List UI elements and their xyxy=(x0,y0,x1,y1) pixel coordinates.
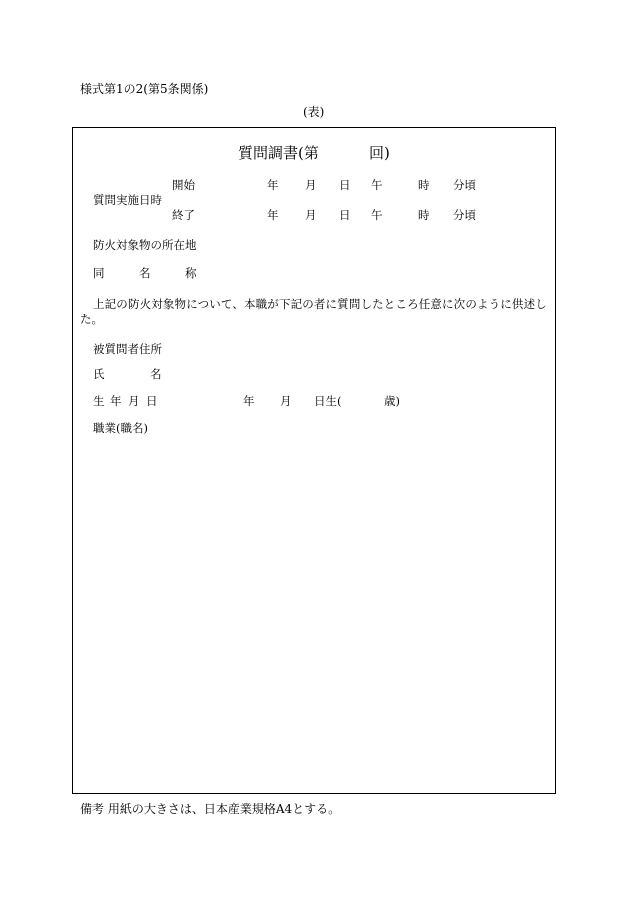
end-month-unit: 月 xyxy=(305,208,317,222)
respondent-address-label: 被質問者住所 xyxy=(93,342,162,356)
end-noon-unit: 午 xyxy=(371,208,383,222)
occupation-label: 職業(職名) xyxy=(93,421,148,435)
side-label: (表) xyxy=(303,105,325,119)
start-minute-unit: 分頃 xyxy=(453,178,476,192)
birth-char-3: 月 xyxy=(128,394,140,408)
statement-line-2: た。 xyxy=(80,312,103,326)
end-minute-unit: 分頃 xyxy=(453,208,476,222)
form-frame xyxy=(72,127,556,794)
start-month-unit: 月 xyxy=(305,178,317,192)
start-day-unit: 日 xyxy=(339,178,351,192)
end-year-unit: 年 xyxy=(267,208,279,222)
birth-char-4: 日 xyxy=(146,394,158,408)
object-name-char-2: 名 xyxy=(139,266,151,280)
birth-month-unit: 月 xyxy=(280,394,292,408)
end-label: 終了 xyxy=(172,208,195,222)
respondent-name-char-2: 名 xyxy=(150,367,162,381)
birth-char-1: 生 xyxy=(93,394,105,408)
age-unit: 歳) xyxy=(384,394,400,408)
end-hour-unit: 時 xyxy=(418,208,430,222)
form-title-prefix: 質問調書(第 xyxy=(238,144,319,162)
object-name-char-3: 称 xyxy=(185,266,197,280)
birth-char-2: 年 xyxy=(110,394,122,408)
statement-line-1: 上記の防火対象物について、本職が下記の者に質問したところ任意に次のように供述し xyxy=(93,297,547,311)
end-day-unit: 日 xyxy=(339,208,351,222)
form-title-suffix: 回) xyxy=(369,144,390,162)
respondent-name-char-1: 氏 xyxy=(93,367,105,381)
footer-note: 備考 用紙の大きさは、日本産業規格A4とする。 xyxy=(80,802,341,816)
start-noon-unit: 午 xyxy=(371,178,383,192)
start-year-unit: 年 xyxy=(267,178,279,192)
birth-year-unit: 年 xyxy=(243,394,255,408)
form-number: 様式第1の2(第5条関係) xyxy=(80,82,209,96)
object-name-char-1: 同 xyxy=(93,266,105,280)
start-hour-unit: 時 xyxy=(418,178,430,192)
start-label: 開始 xyxy=(172,178,195,192)
location-label: 防火対象物の所在地 xyxy=(93,238,197,252)
datetime-label: 質問実施日時 xyxy=(93,193,162,207)
birth-day-unit: 日生( xyxy=(314,394,342,408)
